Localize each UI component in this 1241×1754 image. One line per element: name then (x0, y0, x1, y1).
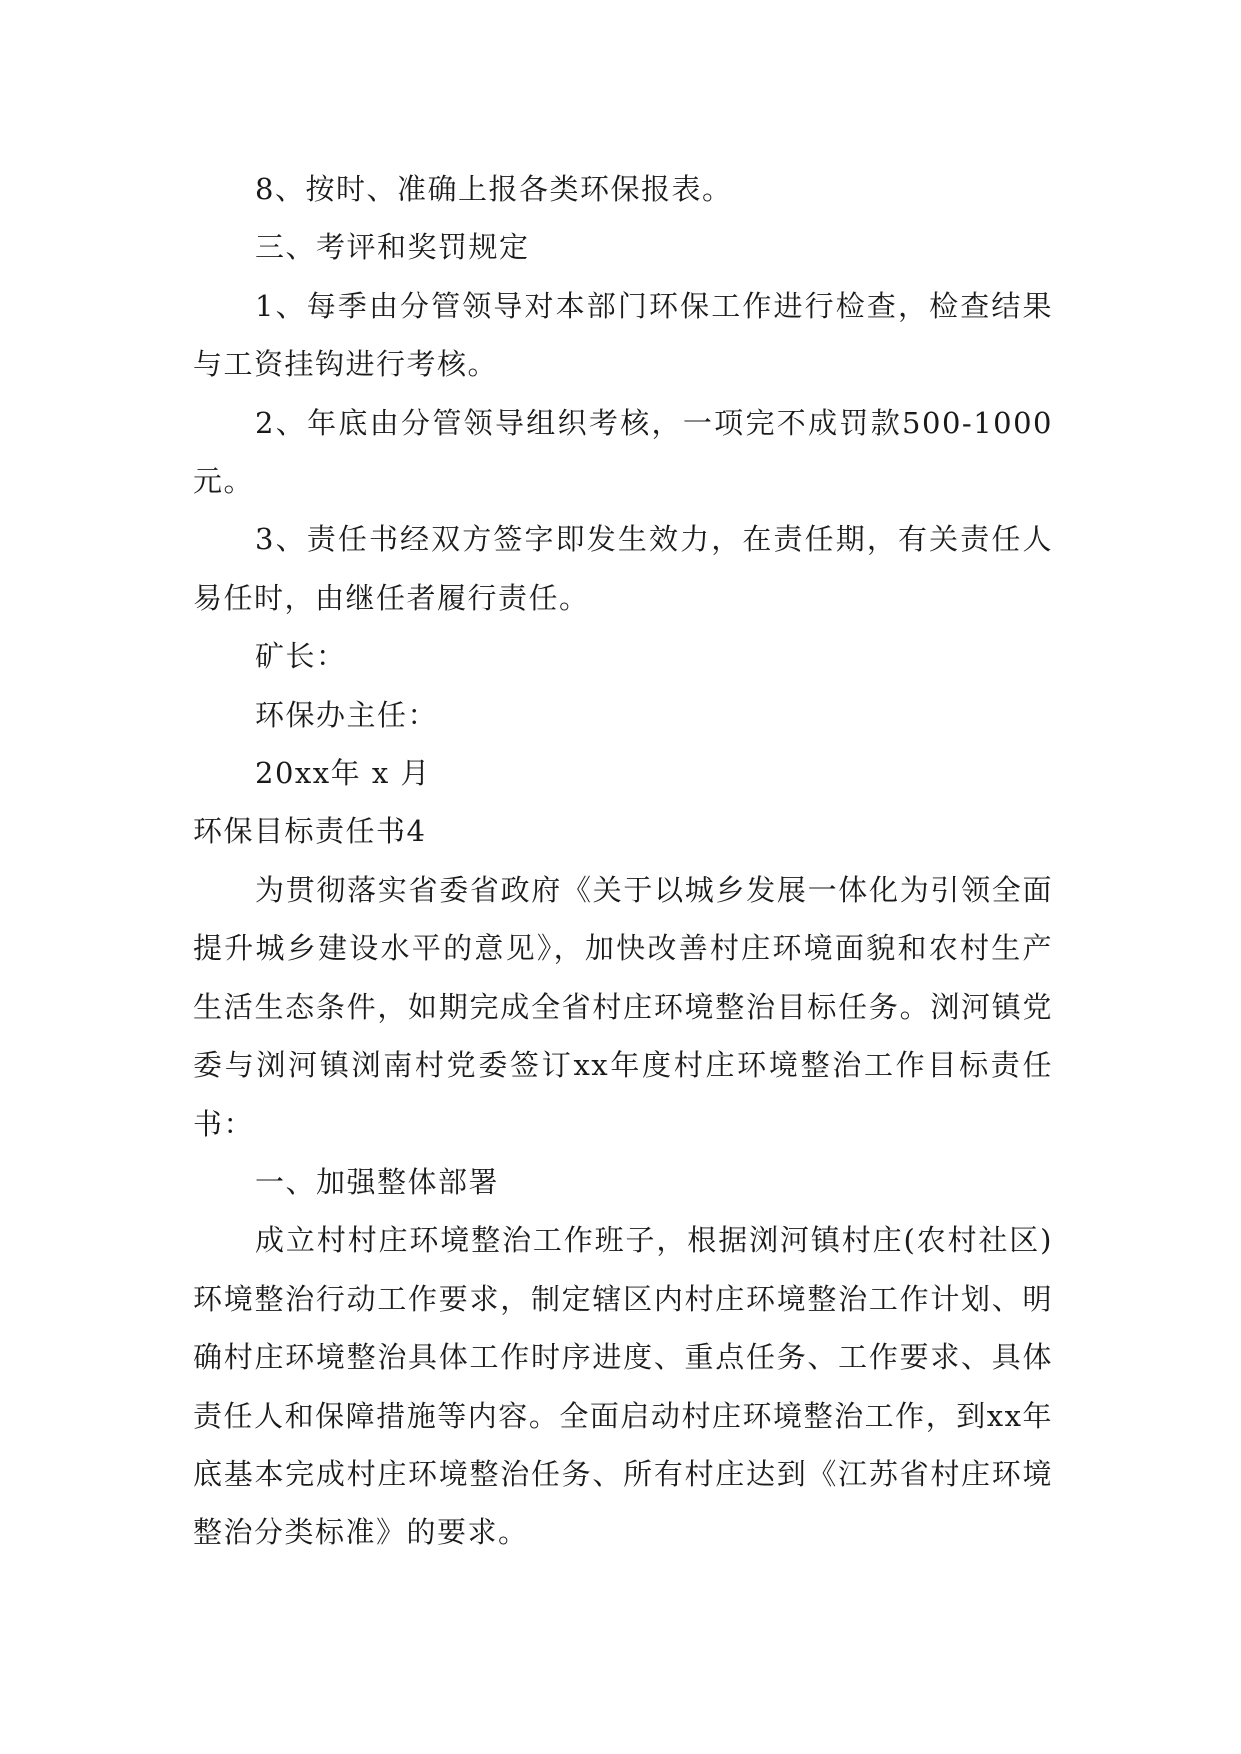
paragraph-item-1: 1、每季由分管领导对本部门环保工作进行检查，检查结果与工资挂钩进行考核。 (193, 288, 1053, 382)
document-page (193, 160, 1053, 1562)
signature-mine-director: 矿长： (255, 639, 347, 674)
signature-date: 20xx年 x 月 (255, 756, 431, 791)
paragraph-deployment: 成立村村庄环境整治工作班子，根据浏河镇村庄(农村社区)环境整治行动工作要求，制定辖区内村庄环境整治工作计划、明确村庄环境整治具体工作时序进度、重点任务、工作要求、具体责任人和保障措施等内容。全面启动村庄环境整治工作，到xx年底基本完成村庄环境整治任务、所有村庄达到《江苏省村庄环境整治分类标准》的要求。 (193, 1223, 1053, 1550)
paragraph-item-3: 3、责任书经双方签字即发生效力，在责任期，有关责任人易任时，由继任者履行责任。 (193, 522, 1053, 615)
section-heading-evaluation: 三、考评和奖罚规定 (255, 230, 530, 265)
paragraph-item-2: 2、年底由分管领导组织考核，一项完不成罚款500-1000元。 (193, 405, 1053, 499)
paragraph-intro: 为贯彻落实省委省政府《关于以城乡发展一体化为引领全面提升城乡建设水平的意见》，加快改善村庄环境面貌和农村生产生活生态条件，如期完成全省村庄环境整治目标任务。浏河镇党委与浏河镇浏南村党委签订xx年度村庄环境整治工作目标责任书： (193, 872, 1053, 1141)
section-heading-deployment: 一、加强整体部署 (255, 1164, 500, 1199)
signature-env-office-director: 环保办主任： (255, 697, 439, 732)
document-title: 环保目标责任书4 (193, 814, 427, 849)
paragraph-item-8: 8、按时、准确上报各类环保报表。 (255, 172, 733, 206)
